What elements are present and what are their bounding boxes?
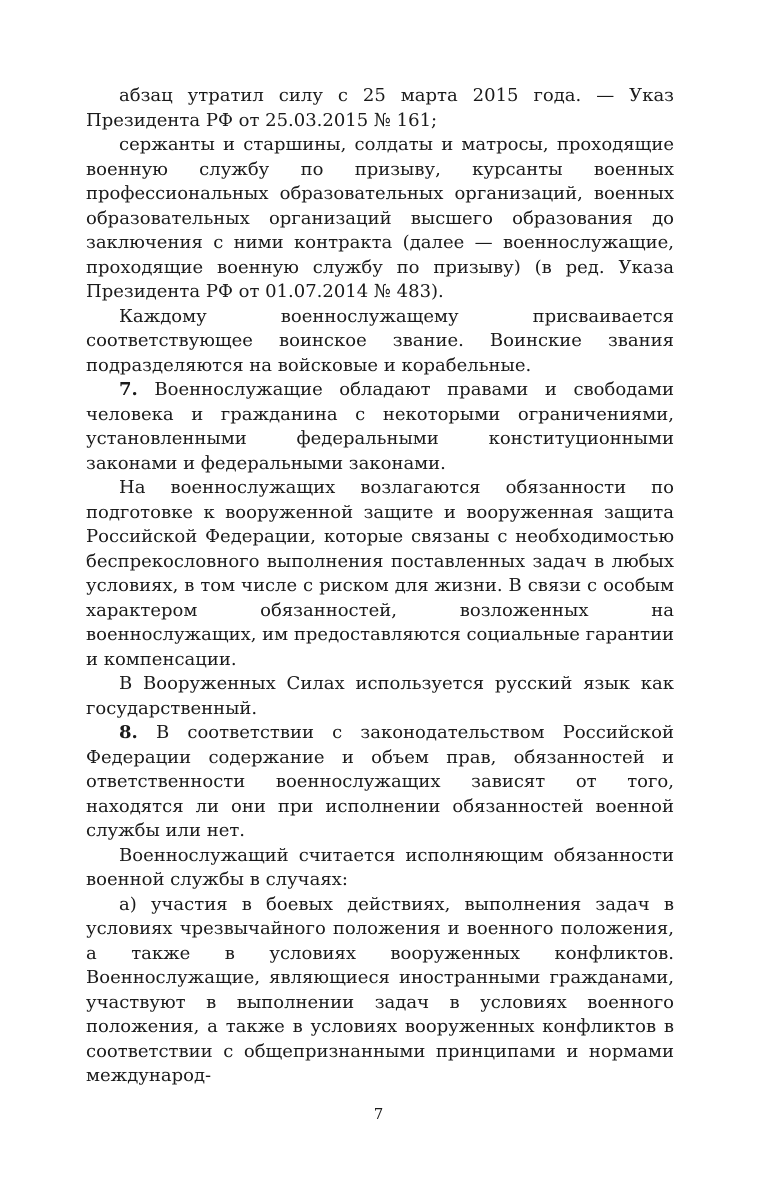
page-body — [86, 84, 674, 1089]
paragraph-7 — [86, 721, 674, 844]
paragraph-8 — [86, 844, 674, 893]
paragraph-4 — [86, 378, 674, 476]
paragraph-5-text: На военнослужащих возлагаются обязанности по подготовке к вооруженной защите и вооруженная защита Российской Федерации, которые связаны с необходимостью беспрекословного выполнения поставленных задач в любых условиях, в том числе с риском для жизни. В связи с особым характером обязанностей, возложенных на военнослужащих, им предоставляются социальные гарантии и компенсации. — [86, 477, 674, 670]
section-number-8: 8. — [119, 722, 138, 743]
paragraph-1-text: абзац утратил силу с 25 марта 2015 года. — Указ Президента РФ от 25.03.2015 № 161; — [86, 85, 674, 131]
paragraph-3 — [86, 305, 674, 379]
section-number-7: 7. — [119, 379, 138, 400]
paragraph-6-text: В Вооруженных Силах используется русский язык как государственный. — [86, 673, 674, 719]
paragraph-5 — [86, 476, 674, 672]
paragraph-2 — [86, 133, 674, 305]
paragraph-2-text: сержанты и старшины, солдаты и матросы, проходящие военную службу по призыву, курсанты военных профессиональных образовательных организаций, военных образовательных организаций высшего образования до заключения с ними контракта (далее — военнослужащие, проходящие военную службу по призыву) (в ред. Указа Президента РФ от 01.07.2014 № 483). — [86, 134, 674, 302]
page-number: 7 — [373, 1105, 384, 1123]
paragraph-8-text: Военнослужащий считается исполняющим обязанности военной службы в случаях: — [86, 844, 674, 890]
paragraph-9-text: а) участия в боевых действиях, выполнения задач в условиях чрезвычайного положения и военного положения, а также в условиях вооруженных конфликтов. Военнослужащие, являющиеся иностранными гражданами, участвуют в выполнении задач в условиях военного положения, а также в условиях вооруженных конфликтов в соответствии с общепризнанными принципами и нормами международ- — [86, 893, 674, 1086]
paragraph-3-text: Каждому военнослужащему присваивается соответствующее воинское звание. Воинские звания подразделяются на войсковые и корабельные. — [86, 305, 674, 376]
paragraph-1 — [86, 84, 674, 133]
paragraph-6 — [86, 672, 674, 721]
paragraph-7-text: В соответствии с законодательством Российской Федерации содержание и объем прав, обязанностей и ответственности военнослужащих зависят от того, находятся ли они при исполнении обязанностей военной службы или нет. — [86, 722, 674, 841]
paragraph-4-text: Военнослужащие обладают правами и свободами человека и гражданина с некоторыми ограничениями, установленными федеральными конституционными законами и федеральными законами. — [86, 379, 674, 474]
paragraph-9 — [86, 893, 674, 1089]
